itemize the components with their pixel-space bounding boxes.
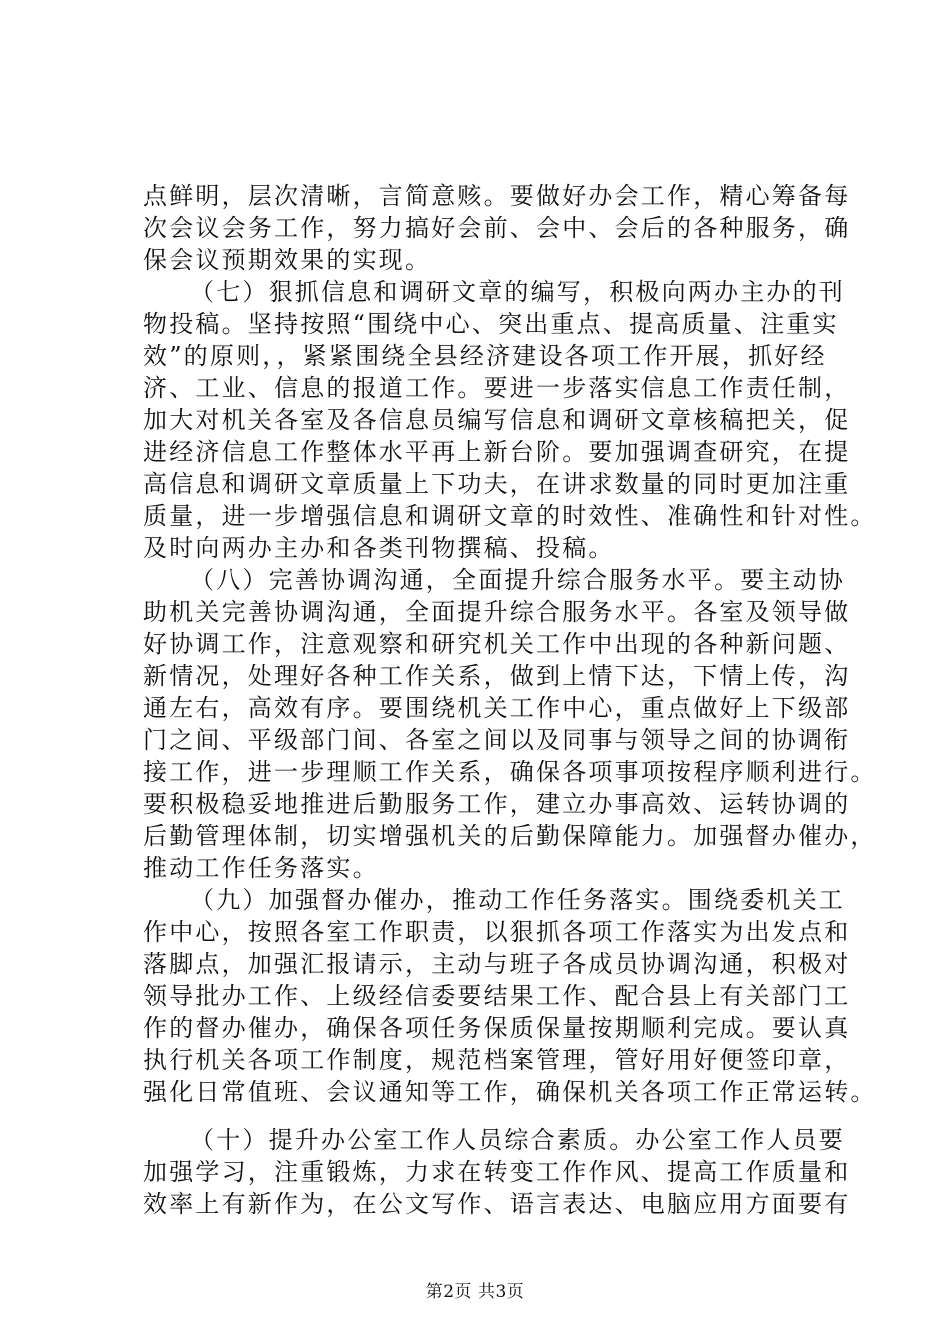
text-line: 接工作，进一步理顺工作关系，确保各项事项按程序顺利进行。 xyxy=(143,758,877,786)
text-line: 领导批办工作、上级经信委要结果工作、配合县上有关部门工 xyxy=(143,982,851,1010)
text-line: 济、工业、信息的报道工作。要进一步落实信息工作责任制， xyxy=(143,374,851,402)
text-line: 门之间、平级部门间、各室之间以及同事与领导之间的协调衔 xyxy=(143,726,851,754)
text-line: 进经济信息工作整体水平再上新台阶。要加强调查研究，在提 xyxy=(143,438,851,466)
paragraph-9-heading-line: （九）加强督办催办，推动工作任务落实。围绕委机关工 xyxy=(190,886,845,914)
text-line: 作的督办催办，确保各项任务保质保量按期顺利完成。要认真 xyxy=(143,1014,851,1042)
text-line: 好协调工作，注意观察和研究机关工作中出现的各种新问题、 xyxy=(143,630,851,658)
text-line: 执行机关各项工作制度，规范档案管理，管好用好便签印章， xyxy=(143,1046,851,1074)
text-line: 物投稿。坚持按照“围绕中心、突出重点、提高质量、注重实 xyxy=(143,310,839,338)
text-line: 后勤管理体制，切实增强机关的后勤保障能力。加强督办催办， xyxy=(143,822,877,850)
text-line: 高信息和调研文章质量上下功夫，在讲求数量的同时更加注重 xyxy=(143,470,851,498)
text-line: 保会议预期效果的实现。 xyxy=(143,246,432,274)
text-line: 加大对机关各室及各信息员编写信息和调研文章核稿把关，促 xyxy=(143,406,851,434)
text-line: 新情况，处理好各种工作关系，做到上情下达，下情上传，沟 xyxy=(143,662,851,690)
text-line: 质量，进一步增强信息和调研文章的时效性、准确性和针对性。 xyxy=(143,502,877,530)
text-line: 效”的原则，，紧紧围绕全县经济建设各项工作开展，抓好经 xyxy=(143,342,827,370)
text-line: 强化日常值班、会议通知等工作，确保机关各项工作正常运转。 xyxy=(143,1078,877,1106)
text-line: 落脚点，加强汇报请示，主动与班子各成员协调沟通，积极对 xyxy=(143,950,851,978)
text-line: 通左右，高效有序。要围绕机关工作中心，重点做好上下级部 xyxy=(143,694,851,722)
text-line: 助机关完善协调沟通，全面提升综合服务水平。各室及领导做 xyxy=(143,598,851,626)
paragraph-8-heading-line: （八）完善协调沟通，全面提升综合服务水平。要主动协 xyxy=(190,566,845,594)
text-line: 点鲜明，层次清晰，言简意赅。要做好办会工作，精心筹备每 xyxy=(143,182,851,210)
text-line: 要积极稳妥地推进后勤服务工作，建立办事高效、运转协调的 xyxy=(143,790,851,818)
text-line: 推动工作任务落实。 xyxy=(143,854,379,882)
text-line: 次会议会务工作，努力搞好会前、会中、会后的各种服务，确 xyxy=(143,214,851,242)
text-line: 加强学习，注重锻炼，力求在转变工作作风、提高工作质量和 xyxy=(143,1158,851,1186)
text-line: 及时向两办主办和各类刊物撰稿、投稿。 xyxy=(143,534,615,562)
text-line: 效率上有新作为，在公文写作、语言表达、电脑应用方面要有 xyxy=(143,1190,851,1218)
paragraph-7-heading-line: （七）狠抓信息和调研文章的编写，积极向两办主办的刊 xyxy=(190,278,845,306)
text-line: 作中心，按照各室工作职责，以狠抓各项工作落实为出发点和 xyxy=(143,918,851,946)
page-number-footer: 第2页 共3页 xyxy=(425,1282,525,1302)
paragraph-10-heading-line: （十）提升办公室工作人员综合素质。办公室工作人员要 xyxy=(190,1126,845,1154)
